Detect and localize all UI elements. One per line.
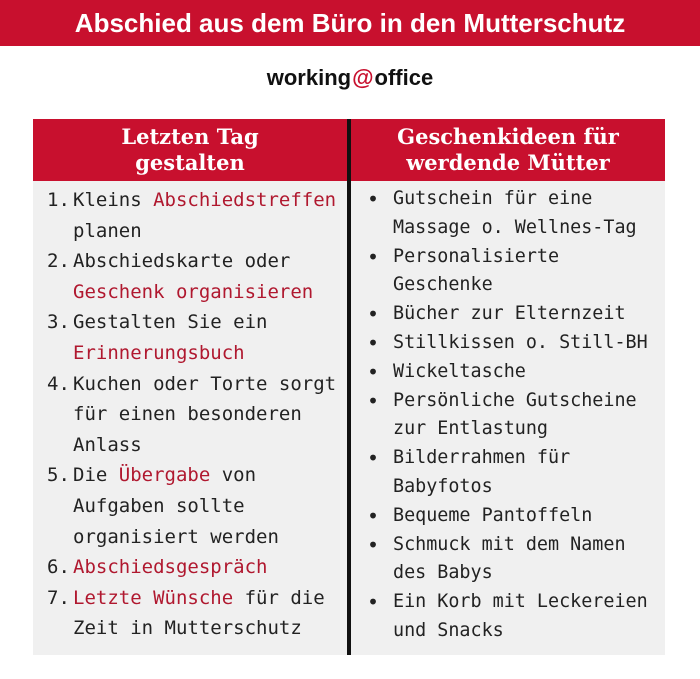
bullet-icon: • [367, 590, 380, 615]
logo-text-working: working [266, 65, 352, 90]
list-item-number: 6. [47, 556, 70, 579]
list-item [47, 185, 343, 246]
list-item [367, 387, 665, 445]
logo-at-sign: @ [352, 65, 374, 90]
page-title: Abschied aus dem Büro in den Mutterschutz [74, 7, 626, 38]
list-item-text: Schmuck mit dem Namen des Babys [393, 533, 626, 584]
list-item-number: 3. [47, 311, 70, 334]
bullet-icon: • [367, 532, 380, 557]
right-column-heading [351, 119, 665, 181]
highlight-text: Geschenk organisieren [73, 280, 314, 303]
list-item-number: 7. [47, 586, 70, 609]
list-item [47, 583, 343, 644]
highlight-text: Letzte Wünsche [73, 586, 234, 609]
list-item-text: Personalisierte Geschenke [393, 245, 560, 296]
list-item [367, 444, 665, 502]
list-item [367, 531, 665, 589]
bullet-icon: • [367, 187, 380, 211]
list-item [367, 185, 665, 243]
highlight-text: Abschiedsgespräch [73, 556, 268, 579]
list-item-text: Abschiedskarte oder Geschenk organisieren [73, 250, 314, 303]
list-item-text [73, 552, 343, 583]
list-item-text: Letzte Wünsche für die Zeit in Mutterschutz [73, 586, 325, 640]
list-item [47, 460, 343, 552]
left-column-heading-text: Letzten Tag gestalten [121, 124, 259, 175]
right-column-heading-text: Geschenkideen für werdende Mütter [397, 124, 619, 175]
list-item-text: Gestalten Sie ein Erinnerungsbuch [73, 311, 268, 364]
left-column-heading [33, 119, 347, 181]
list-item-number: 2. [47, 250, 70, 273]
bullet-icon: • [367, 446, 380, 471]
highlight-text: Erinnerungsbuch [73, 341, 245, 364]
list-item-text: Ein Korb mit Leckereien und Snacks [393, 591, 648, 641]
list-item-text: Persönliche Gutscheine zur Entlastung [393, 389, 637, 440]
list-item [47, 369, 343, 461]
working-office-logo [0, 60, 700, 96]
list-item [367, 243, 665, 301]
logo-text-office: office [374, 65, 434, 90]
list-item-number: 1. [47, 189, 70, 211]
list-item-text: Wickeltasche [393, 360, 526, 382]
bullet-icon: • [367, 244, 380, 269]
list-item [367, 502, 665, 531]
list-item-text: Die Übergabe von Aufgaben sollte organisiert werden [73, 464, 279, 548]
bullet-icon: • [367, 302, 380, 327]
gift-ideas-list [367, 185, 665, 646]
bullet-icon: • [367, 503, 380, 528]
bullet-icon: • [367, 359, 380, 384]
comparison-table [33, 119, 665, 655]
highlight-text: Übergabe [118, 464, 211, 487]
list-item-text: Bequeme Pantoffeln [393, 504, 593, 526]
list-item-number: 4. [47, 372, 70, 395]
list-item [47, 307, 343, 368]
list-item-text: Gutschein für eine Massage o. Wellnes-Tag [393, 188, 637, 238]
list-item [367, 300, 665, 329]
highlight-text: Abschiedstreffen [153, 189, 337, 211]
list-item [367, 329, 665, 358]
bullet-icon: • [367, 388, 380, 413]
list-item-number: 5. [47, 464, 70, 487]
column-divider [347, 119, 351, 655]
list-item-text: Bilderrahmen für Babyfotos [393, 447, 571, 497]
list-item-text: Bücher zur Elternzeit [393, 303, 626, 325]
list-item-text: Stillkissen o. Still-BH [393, 331, 648, 353]
list-item-text: Kleins Abschiedstreffen planen [73, 189, 337, 242]
list-item [47, 246, 343, 307]
page-title-banner [0, 0, 700, 46]
list-item [367, 358, 665, 387]
bullet-icon: • [367, 330, 380, 355]
list-item [367, 588, 665, 646]
list-item-text: Kuchen oder Torte sorgt für einen besonderen Anlass [73, 372, 337, 456]
farewell-steps-list [47, 185, 343, 644]
list-item [47, 552, 343, 583]
